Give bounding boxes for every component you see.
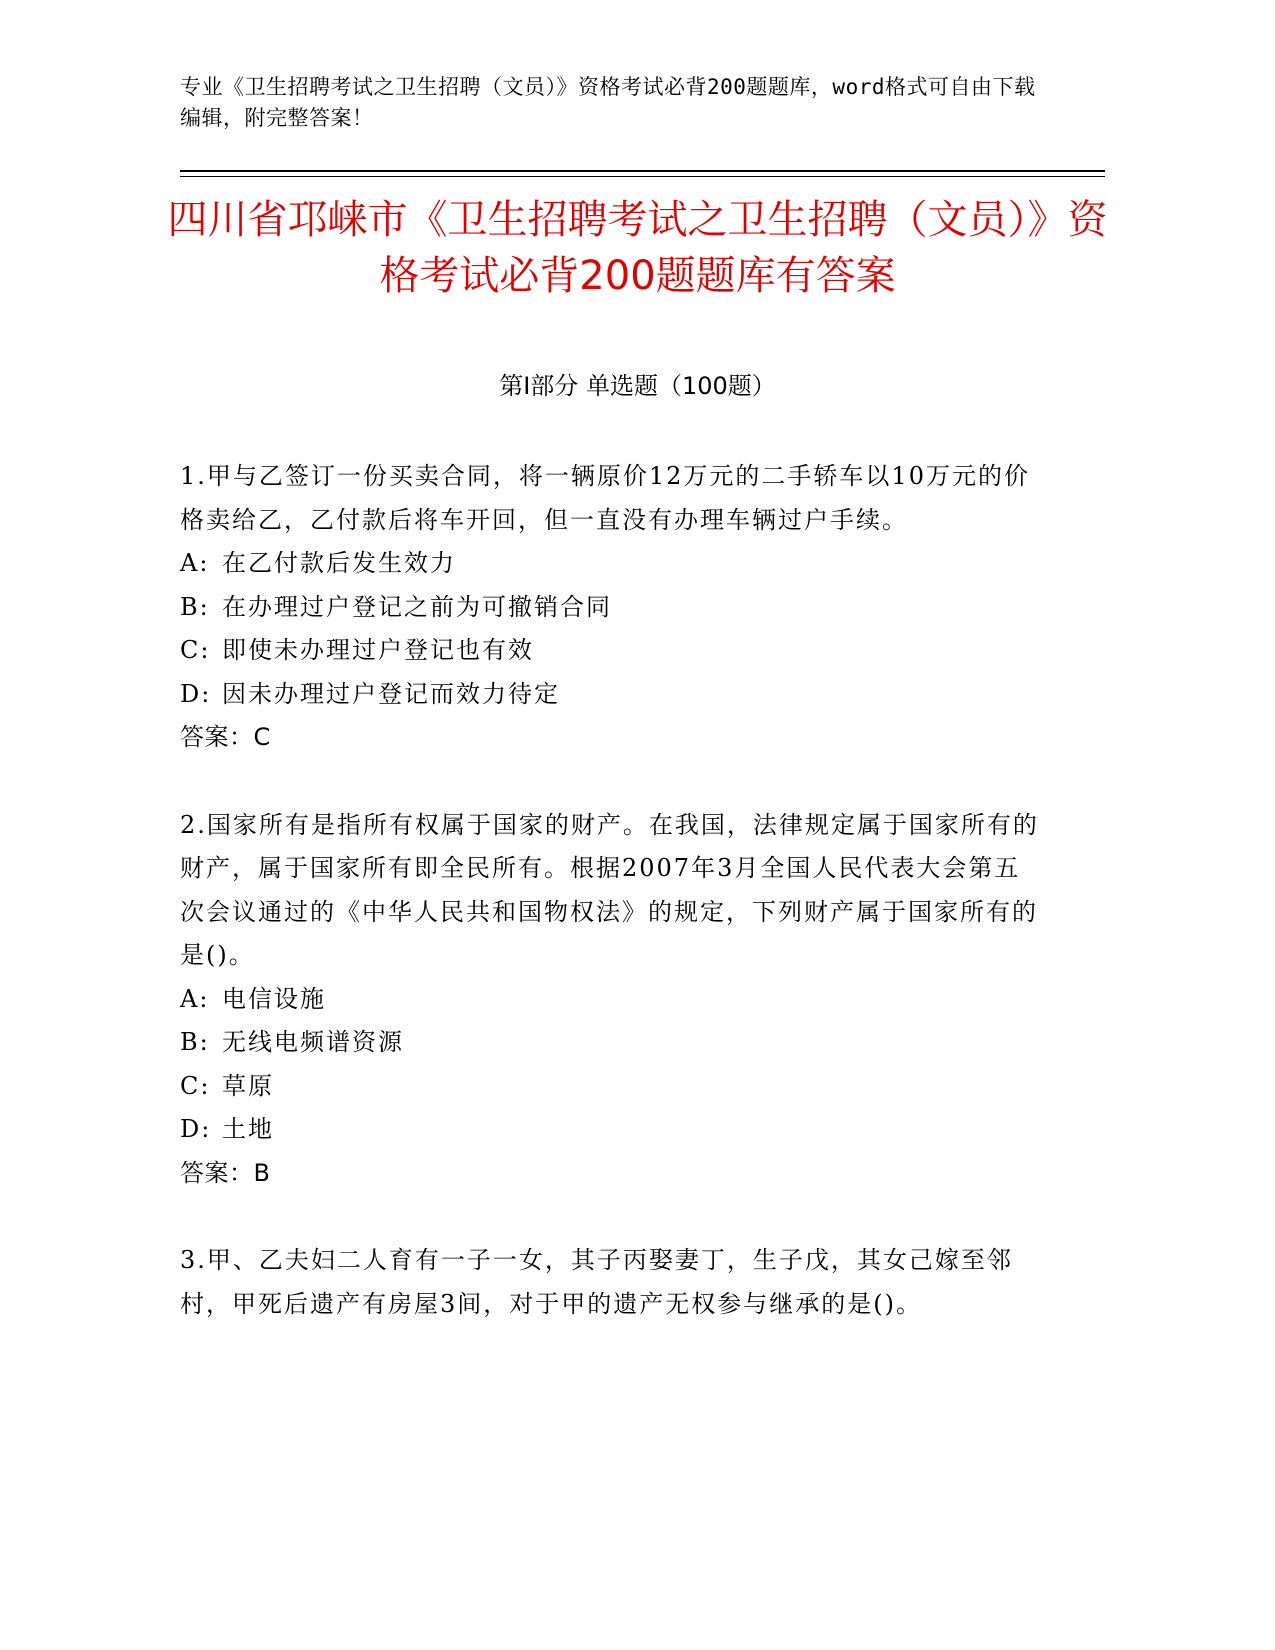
- question-1-option-d: [180, 673, 1040, 717]
- question-3-stem: 3.甲、乙夫妇二人育有一子一女，其子丙娶妻丁，生子戊，其女己嫁至邻村，甲死后遗产有房屋3间，对于甲的遗产无权参与继承的是()。: [180, 1246, 1013, 1318]
- question-1-answer: 答案：C: [180, 723, 271, 751]
- option-text: 即使未办理过户登记也有效: [222, 636, 534, 664]
- option-letter: D:: [180, 1115, 212, 1143]
- question-1-option-a: [180, 542, 1040, 586]
- option-letter: B:: [180, 1028, 210, 1056]
- document-title: 四川省邛崃市《卫生招聘考试之卫生招聘（文员）》资格考试必背200题题库有答案: [167, 197, 1108, 299]
- option-text: 土地: [222, 1115, 274, 1143]
- question-3: [180, 1239, 1040, 1326]
- question-1: [180, 455, 1040, 760]
- question-2-answer: 答案：B: [180, 1158, 271, 1187]
- header-divider-thin: [180, 176, 1105, 177]
- question-2-option-a: [180, 978, 1040, 1022]
- option-text: 草原: [222, 1071, 274, 1100]
- question-2-option-c: [180, 1065, 1040, 1109]
- question-2: [180, 804, 1040, 1196]
- section-title: 第Ⅰ部分 单选题（100题）: [499, 372, 776, 400]
- option-text: 无线电频谱资源: [222, 1028, 404, 1056]
- question-2-option-d: [180, 1108, 1040, 1152]
- option-letter: D:: [180, 679, 212, 708]
- option-letter: A:: [180, 549, 210, 577]
- question-1-option-b: [180, 586, 1040, 630]
- question-2-stem: 2.国家所有是指所有权属于国家的财产。在我国，法律规定属于国家所有的财产，属于国家所有即全民所有。根据2007年3月全国人民代表大会第五次会议通过的《中华人民共和国物权法》的规定，下列财产属于国家所有的是()。: [180, 810, 1039, 969]
- option-letter: C:: [180, 636, 211, 664]
- option-letter: C:: [180, 1071, 211, 1100]
- question-list: [180, 455, 1040, 1370]
- option-letter: B:: [180, 592, 210, 621]
- header-note: 专业《卫生招聘考试之卫生招聘（文员）》资格考试必背200题题库，word格式可自由下载编辑，附完整答案！: [180, 75, 1036, 130]
- question-1-stem: 1.甲与乙签订一份买卖合同，将一辆原价12万元的二手轿车以10万元的价格卖给乙，乙付款后将车开回，但一直没有办理车辆过户手续。: [180, 462, 1030, 534]
- option-text: 在乙付款后发生效力: [222, 549, 456, 577]
- option-text: 在办理过户登记之前为可撤销合同: [222, 592, 612, 621]
- question-1-option-c: [180, 629, 1040, 673]
- question-2-option-b: [180, 1021, 1040, 1065]
- option-text: 电信设施: [222, 984, 326, 1013]
- header-divider-thick: [180, 170, 1105, 172]
- option-text: 因未办理过户登记而效力待定: [222, 679, 560, 708]
- option-letter: A:: [180, 984, 210, 1013]
